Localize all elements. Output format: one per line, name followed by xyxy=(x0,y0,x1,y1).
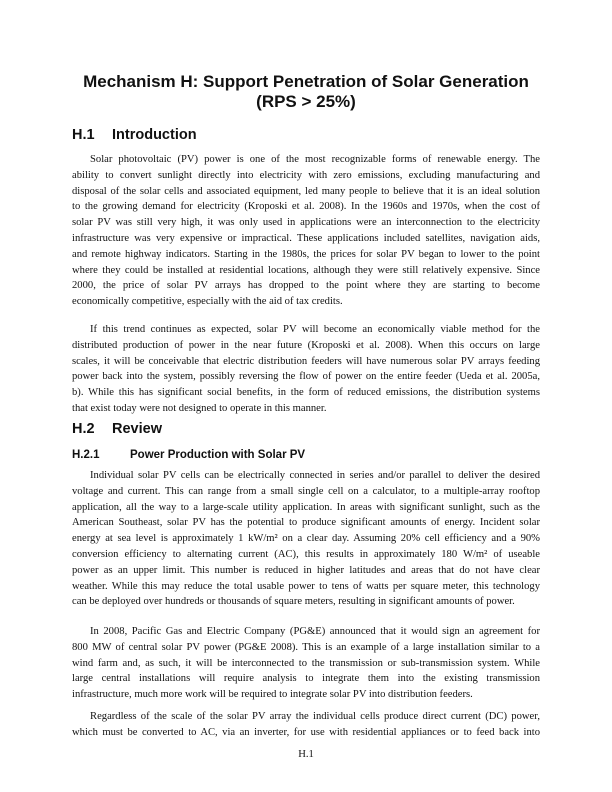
text-line: voltage and current. This can range from a small single cell on a calculator, to a multiple-array rooftop xyxy=(72,485,540,497)
text-line: infrastructure, much more work will be required to integrate solar PV into distribution feeders. xyxy=(72,689,473,701)
text-line: and remote highway indicators. Starting in the 1980s, the prices for solar PV began to lower to the point xyxy=(72,248,540,260)
text-line: can be deployed over hundreds or thousands of square meters, resulting in significant amounts of power. xyxy=(72,596,515,608)
text-line: large central installations will require analysis to integrate them into the existing transmission xyxy=(72,673,540,685)
text-line: Individual solar PV cells can be electrically connected in series and/or parallel to deliver the desired xyxy=(90,470,540,481)
section-title: Power Production with Solar PV xyxy=(130,449,306,461)
text-line: solar PV was still very high, it was only used in applications were an interconnection to the electricity xyxy=(72,217,540,229)
section-heading-h2-1 xyxy=(72,446,305,464)
text-line: economically competitive, especially with the aid of tax credits. xyxy=(72,296,343,308)
paragraph-3 xyxy=(72,468,540,610)
text-line: which must be converted to AC, via an inverter, for use with residential appliances or to feed back into xyxy=(72,726,540,738)
text-line: power as an upper limit. This number is reduced in higher latitudes and areas that do not have clear xyxy=(72,564,540,576)
section-number: H.1 xyxy=(72,127,95,143)
text-line: If this trend continues as expected, solar PV will become an economically viable method for the xyxy=(90,324,540,335)
section-number: H.2.1 xyxy=(72,449,100,461)
text-line: Solar photovoltaic (PV) power is one of the most recognizable forms of renewable energy. The xyxy=(90,154,540,165)
text-line: wind farm and, as such, it will be interconnected to the transmission or sub-transmission system. While xyxy=(72,657,540,669)
text-line: to the growing demand for electricity (Kroposki et al. 2008). In the 1960s and 1970s, when the cost of xyxy=(72,201,540,213)
title-line-2: (RPS > 25%) xyxy=(256,92,356,111)
paragraph-2 xyxy=(72,322,540,417)
text-line: that exist today were not designed to operate in this manner. xyxy=(72,402,327,414)
text-line: In 2008, Pacific Gas and Electric Company (PG&E) announced that it would sign an agreement for xyxy=(90,626,540,637)
section-number: H.2 xyxy=(72,421,95,437)
paragraph-1 xyxy=(72,152,540,310)
text-line: American Southeast, solar PV has the potential to produce significant amounts of energy. Incident solar xyxy=(72,517,540,529)
section-title: Review xyxy=(112,421,162,437)
section-heading-h1 xyxy=(72,126,197,144)
text-line: 800 MW of central solar PV power (PG&E 2008). This is an example of a large installation similar to a xyxy=(72,641,540,653)
document-title xyxy=(0,72,612,112)
text-line: power back into the system, possibly reversing the flow of power on the entire feeder (Ueda et al. 2005a, xyxy=(72,371,540,383)
text-line: conversion efficiency to alternating current (AC), this results in approximately 180 W/m² of useable xyxy=(72,548,540,560)
page-number: H.1 xyxy=(298,749,314,760)
text-line: Regardless of the scale of the solar PV array the individual cells produce direct current (DC) power, xyxy=(90,711,540,722)
text-line: application, all the way to a large-scale utility application. In areas with significant sunlight, such as the xyxy=(72,501,540,513)
paragraph-4 xyxy=(72,624,540,703)
title-line-1: Mechanism H: Support Penetration of Solar Generation xyxy=(83,72,529,91)
text-line: infrastructure was very expensive or impractical. These applications included satellites, navigation aids, xyxy=(72,232,540,244)
text-line: scales, it will be conceivable that electric distribution feeders will have numerous solar PV arrays feeding xyxy=(72,355,540,367)
paragraph-5 xyxy=(72,709,540,741)
text-line: weather. While this may reduce the total usable power to tens of watts per square meter, this technology xyxy=(72,580,540,592)
section-heading-h2 xyxy=(72,420,162,438)
text-line: where they could be installed at residential locations, although they were still relatively expensive. Since xyxy=(72,264,540,276)
text-line: 2000, the price of solar PV arrays has dropped to the point where they are starting to become xyxy=(72,280,540,292)
text-line: b). While this has significant social benefits, in the form of reduced emissions, the distribution systems xyxy=(72,387,540,399)
text-line: distributed production of power in the near future (Kroposki et al. 2008). When this occurs on large xyxy=(72,339,540,351)
text-line: ability to convert sunlight directly into electricity with zero emissions, excluding manufacturing and xyxy=(72,169,540,181)
text-line: disposal of the solar cells and associated equipment, led many people to believe that it is an ideal solution xyxy=(72,185,540,197)
section-title: Introduction xyxy=(112,127,197,143)
text-line: energy at sea level is approximately 1 kW/m² on a clear day. Assuming 20% cell efficiency and a 90% xyxy=(72,533,540,545)
